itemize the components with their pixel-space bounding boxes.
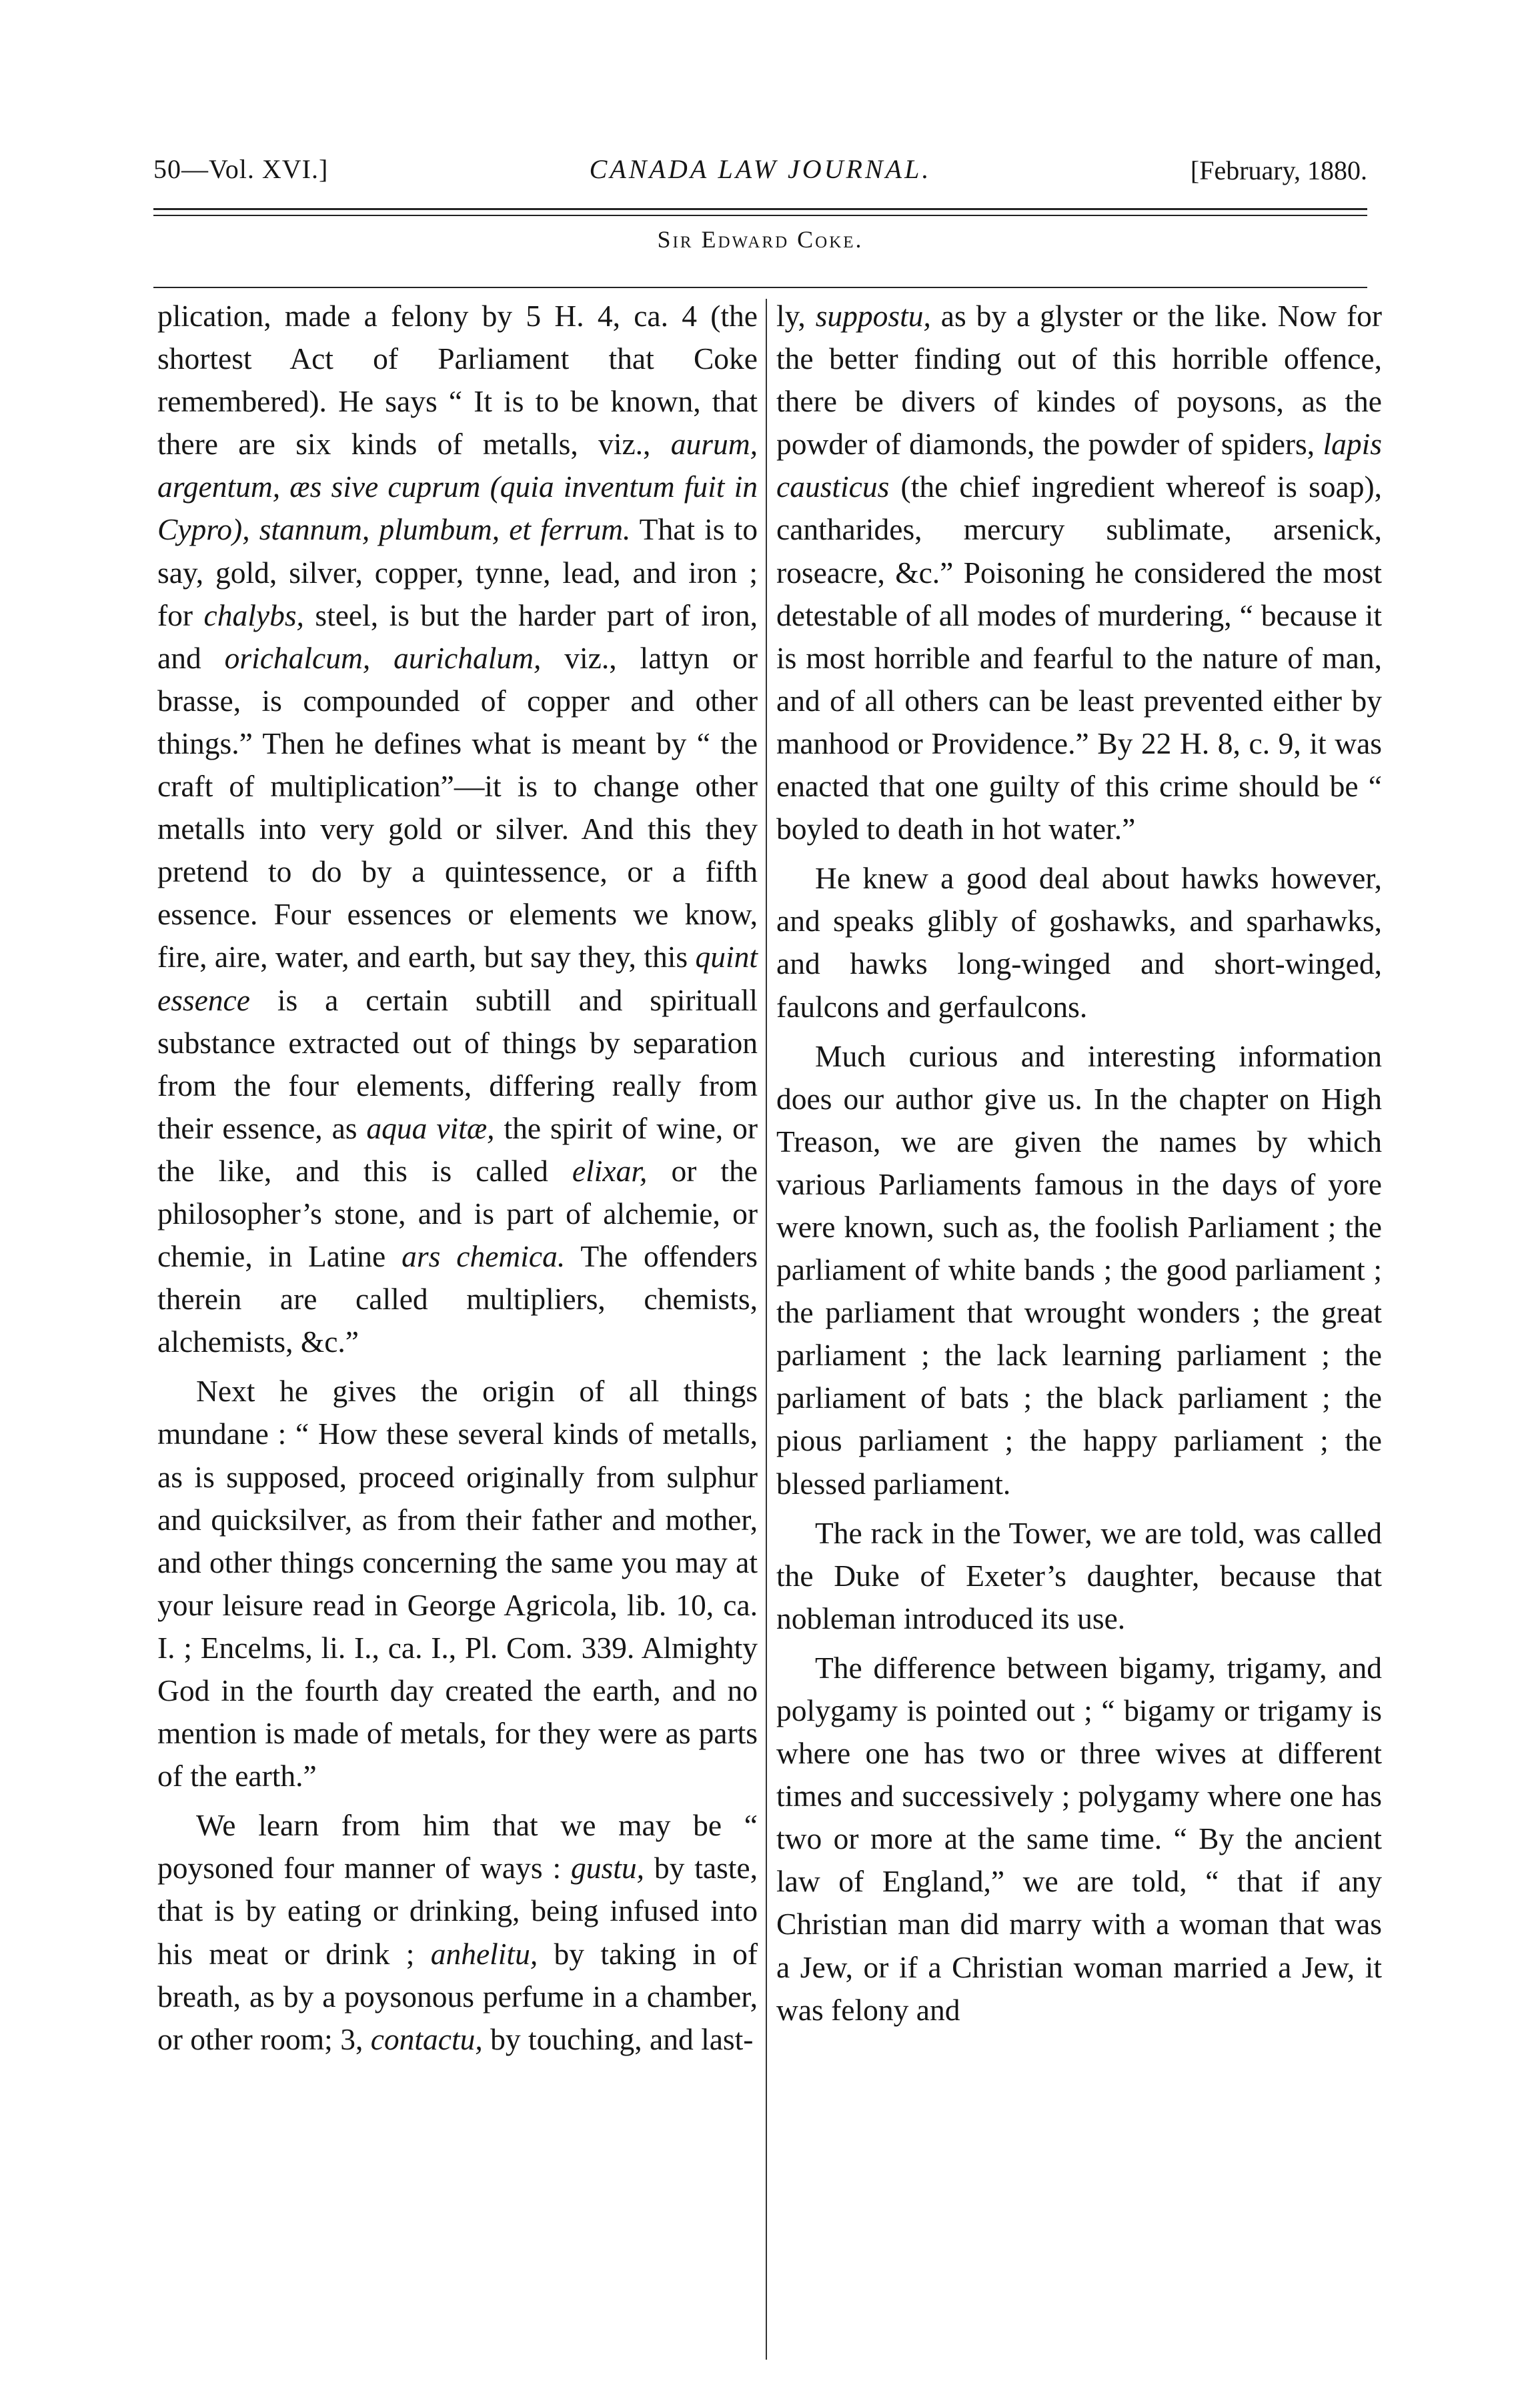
page-volume-label: 50—Vol. XVI.] [153,154,329,184]
column-divider [766,299,767,2360]
text-run: by touching, and last- [482,2022,754,2056]
paragraph [157,295,758,1363]
section-title: Sir Edward Coke. [657,226,864,253]
paragraph [776,1035,1382,1505]
italic-text: lapis causticus [776,427,1382,504]
italic-text: contactu, [370,2022,483,2056]
text-run: the spirit of wine, or the like, and this is called [157,1110,758,1188]
italic-text: ars chemica. [402,1239,566,1274]
italic-text: aurum, argentum, æs sive cuprum (quia inventum fuit in Cypro), stannum, plumbum, et ferrum. [157,427,758,547]
running-header [153,145,1367,192]
paragraph [776,295,1382,850]
text-run: ly, [776,299,816,333]
text-run: The rack in the Tower, we are told, was called the Duke of Exeter’s daughter, because that nobleman introduced its use. [776,1515,1382,1635]
paragraph [776,1512,1382,1640]
italic-text: aqua vitæ, [366,1110,495,1145]
header-rule-bottom [153,215,1367,216]
paragraph [157,1370,758,1797]
italic-text: elixar, [572,1153,648,1188]
italic-text: quint essence [157,940,758,1017]
text-run: That is to say, gold, silver, copper, tynne, lead, and iron ; for [157,512,758,632]
text-run: by taste, that is by eating or drinking, being infused into his meat or drink ; [157,1851,758,1971]
left-column [157,295,758,2068]
text-run: viz., lattyn or brasse, is compounded of copper and other things.” Then he defines what is meant by “ the craft of multiplication”—it is to change other metalls into very gold or silver. And this they pretend to do by a quintessence, or a fifth essence. Four essences or elements we know, fire, aire, water, and earth, but say they, this [157,640,758,974]
journal-title: CANADA LAW JOURNAL. [589,154,932,184]
text-run: The difference between bigamy, trigamy, and polygamy is pointed out ; “ bigamy or trigamy is where one has two or three wives at different times and successively ; polygamy where one has two or more at the same time. “ By the ancient law of England,” we are told, “ that if any Christian man did marry with a woman that was a Jew, or if a Christian woman married a Jew, it was felony and [776,1650,1382,2027]
right-column [776,295,1382,2038]
text-run: plication, made a felony by 5 H. 4, ca. 4 (the shortest Act of Parliament that Coke remembered). He says “ It is to be known, that there are six kinds of metalls, viz., [157,299,758,462]
text-run: as by a glyster or the like. Now for the better finding out of this horrible offence, there be divers of kindes of poysons, as the powder of diamonds, the powder of spiders, [776,299,1383,462]
text-run: or the philosopher’s stone, and is part of alchemie, or chemie, in Latine [157,1153,758,1274]
paragraph [776,857,1382,1028]
text-run: We learn from him that we may be “ poysoned four manner of ways : [157,1808,758,1885]
text-run: Much curious and interesting information does our author give us. In the chapter on High Treason, we are given the names by which various Parliaments famous in the days of yore were known, such as, the foolish Parliament ; the parliament of white bands ; the good parliament ; the parliament that wrought wonders ; the great parliament ; the lack learning parliament ; the parliament of bats ; the black parliament ; the pious parliament ; the happy parliament ; the blessed parliament. [776,1038,1382,1501]
paragraph [157,1804,758,2061]
paragraph [776,1647,1382,2032]
text-run: He knew a good deal about hawks however, and speaks glibly of goshawks, and sparhawks, and hawks long-winged and short-winged, faulcons and gerfaulcons. [776,861,1382,1024]
text-run: (the chief ingredient whereof is soap), cantharides, mercury sublimate, arsenick, roseacre, &c.” Poisoning he considered the most detestable of all modes of murdering, “ because it is most horrible and fearful to the nature of man, and of all others can be least prevented either by manhood or Providence.” By 22 H. 8, c. 9, it was enacted that one guilty of this crime should be “ boyled to death in hot water.” [776,470,1382,846]
italic-text: orichalcum, aurichalum, [224,640,542,675]
text-run: by taking in of breath, as by a poysonous perfume in a chamber, or other room; 3, [157,1936,758,2056]
text-run: The offenders therein are called multipliers, chemists, alchemists, &c.” [157,1239,758,1359]
header-rule-top [153,208,1367,210]
italic-text: suppostu, [815,299,931,333]
issue-date: [February, 1880. [1190,155,1367,185]
text-run: Next he gives the origin of all things mundane : “ How these several kinds of metalls, as is supposed, proceed originally from sulphur and quicksilver, as from their father and mother, and other things concerning the same you may at your leisure read in George Agricola, lib. 10, ca. I. ; Encelms, li. I., ca. I., Pl. Com. 339. Almighty God in the fourth day created the earth, and no mention is made of metals, for they were as parts of the earth.” [157,1374,758,1793]
section-rule [153,287,1367,288]
italic-text: chalybs, [203,598,304,632]
text-run: steel, is but the harder part of iron, and [157,598,758,675]
text-run: is a certain subtill and spirituall substance extracted out of things by separation from the four elements, differing really from their essence, as [157,982,758,1145]
italic-text: anhelitu, [430,1936,538,1971]
italic-text: gustu, [570,1851,644,1885]
